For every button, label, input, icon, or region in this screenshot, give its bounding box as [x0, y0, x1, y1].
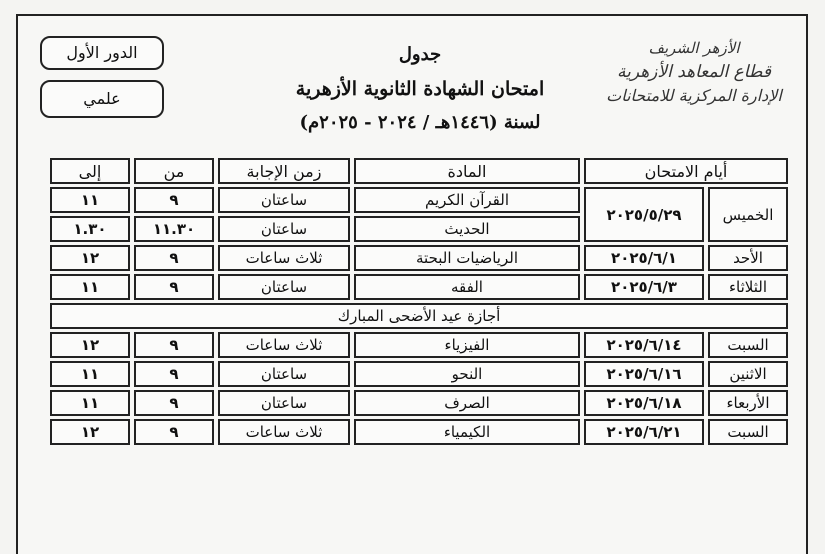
day-cell: الثلاثاء [708, 274, 788, 300]
day-cell: السبت [708, 419, 788, 445]
to-cell: ١١ [50, 274, 130, 300]
table-row [50, 419, 788, 445]
day-cell: الاثنين [708, 361, 788, 387]
duration-cell: ثلاث ساعات [218, 419, 350, 445]
logo-line-2: قطاع المعاهد الأزهرية [616, 62, 772, 82]
exam-title: امتحان الشهادة الثانوية الأزهرية [295, 78, 545, 100]
from-cell: ٩ [134, 274, 214, 300]
date-cell: ٢٠٢٥/٦/١٨ [584, 390, 704, 416]
exam-year: لسنة (١٤٤٦هـ / ٢٠٢٤ - ٢٠٢٥م) [299, 112, 541, 133]
from-cell: ٩ [134, 187, 214, 213]
date-cell: ٢٠٢٥/٦/١ [584, 245, 704, 271]
table-row [50, 274, 788, 300]
col-from: من [134, 158, 214, 184]
from-cell: ٩ [134, 419, 214, 445]
azhar-logo-text [589, 36, 799, 116]
from-cell: ١١.٣٠ [134, 216, 214, 242]
from-cell: ٩ [134, 390, 214, 416]
duration-cell: ساعتان [218, 390, 350, 416]
table-row [50, 361, 788, 387]
duration-cell: ساعتان [218, 274, 350, 300]
col-days: أيام الامتحان [584, 158, 788, 184]
duration-cell: ساعتان [218, 216, 350, 242]
schedule-table [46, 155, 792, 448]
subject-cell: الفقه [354, 274, 580, 300]
holiday-row [50, 303, 788, 329]
col-to: إلى [50, 158, 130, 184]
from-cell: ٩ [134, 245, 214, 271]
day-cell: الأربعاء [708, 390, 788, 416]
to-cell: ١١ [50, 187, 130, 213]
table-row [50, 390, 788, 416]
to-cell: ١١ [50, 361, 130, 387]
track-badge: علمي [40, 80, 164, 118]
col-subject: المادة [354, 158, 580, 184]
col-duration: زمن الإجابة [218, 158, 350, 184]
table-header-row [50, 158, 788, 184]
subject-cell: الرياضيات البحتة [354, 245, 580, 271]
page-title: جدول [398, 44, 442, 65]
to-cell: ١.٣٠ [50, 216, 130, 242]
to-cell: ١٢ [50, 245, 130, 271]
logo-line-3: الإدارة المركزية للامتحانات [606, 86, 782, 105]
subject-cell: الكيمياء [354, 419, 580, 445]
date-cell: ٢٠٢٥/٦/١٤ [584, 332, 704, 358]
to-cell: ١٢ [50, 419, 130, 445]
duration-cell: ساعتان [218, 187, 350, 213]
round-badge: الدور الأول [40, 36, 164, 70]
date-cell: ٢٠٢٥/٦/٣ [584, 274, 704, 300]
logo-line-1: الأزهر الشريف [648, 39, 740, 57]
subject-cell: القرآن الكريم [354, 187, 580, 213]
to-cell: ١١ [50, 390, 130, 416]
from-cell: ٩ [134, 332, 214, 358]
subject-cell: الحديث [354, 216, 580, 242]
table-row [50, 332, 788, 358]
day-cell: الخميس [708, 187, 788, 242]
table-row [50, 187, 788, 213]
duration-cell: ثلاث ساعات [218, 332, 350, 358]
subject-cell: النحو [354, 361, 580, 387]
subject-cell: الصرف [354, 390, 580, 416]
holiday-cell: أجازة عيد الأضحى المبارك [50, 303, 788, 329]
date-cell: ٢٠٢٥/٦/١٦ [584, 361, 704, 387]
date-cell: ٢٠٢٥/٦/٢١ [584, 419, 704, 445]
table-row [50, 245, 788, 271]
duration-cell: ثلاث ساعات [218, 245, 350, 271]
to-cell: ١٢ [50, 332, 130, 358]
day-cell: الأحد [708, 245, 788, 271]
subject-cell: الفيزياء [354, 332, 580, 358]
date-cell: ٢٠٢٥/٥/٢٩ [584, 187, 704, 242]
day-cell: السبت [708, 332, 788, 358]
from-cell: ٩ [134, 361, 214, 387]
duration-cell: ساعتان [218, 361, 350, 387]
